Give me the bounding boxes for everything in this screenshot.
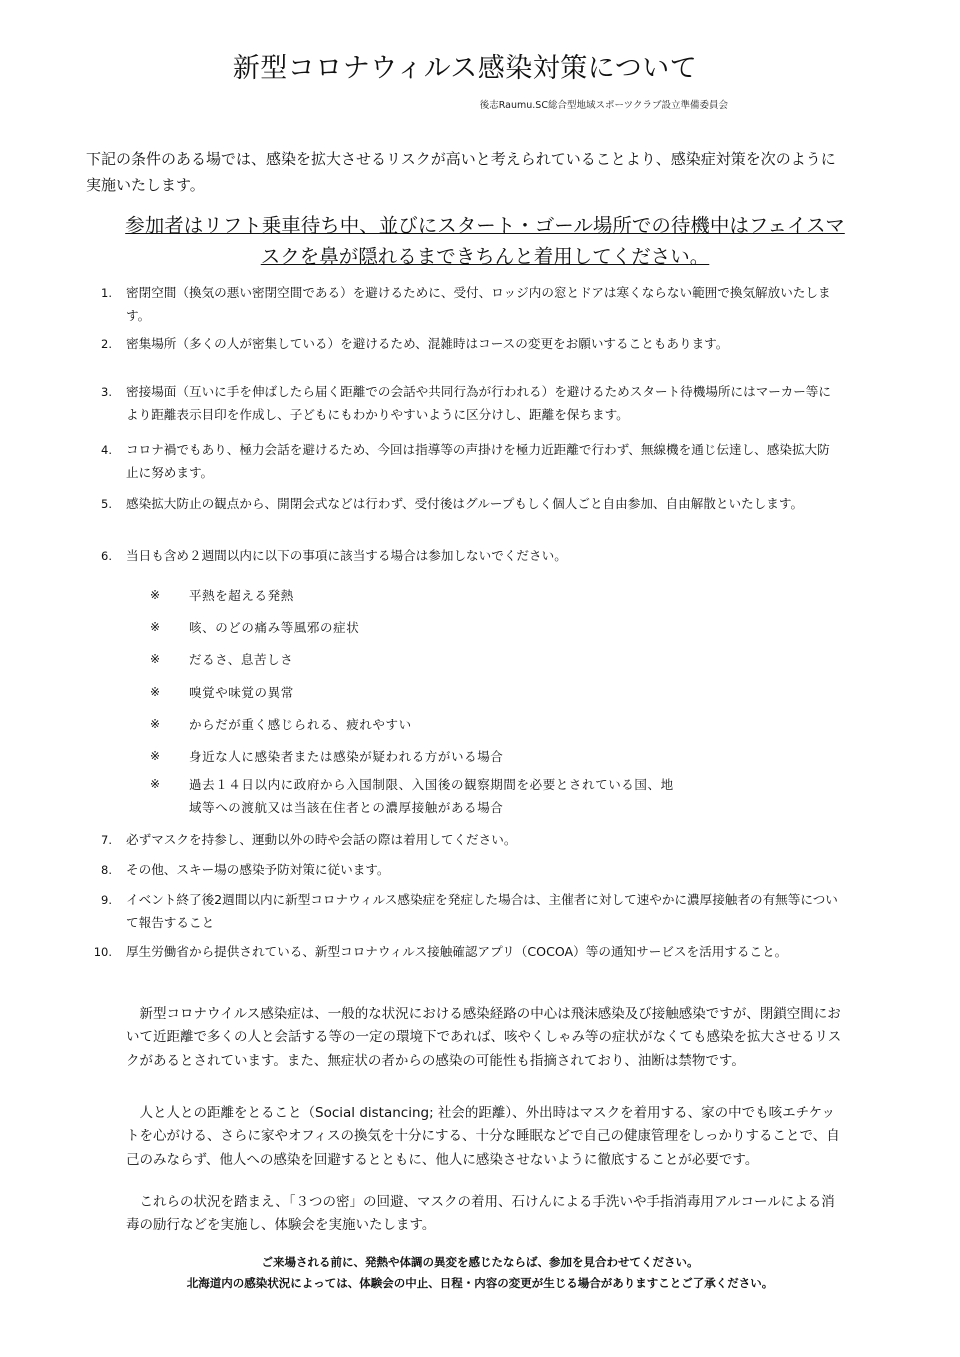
item-number: 9. — [101, 893, 112, 907]
symptom-text: 過去１４日以内に政府から入国制限、入国後の観察期間を必要とされている国、地域等への渡航又は当該在住者との濃厚接触がある場合 — [189, 777, 674, 815]
item-text: 密集場所（多くの人が密集している）を避けるため、混雑時はコースの変更をお願いすることもあります。 — [126, 336, 729, 351]
item-number: 6. — [101, 549, 112, 563]
note-mark: ※ — [150, 652, 161, 666]
symptom-text: 平熱を超える発熱 — [189, 588, 294, 603]
note-mark: ※ — [150, 777, 161, 791]
body-paragraph: 人と人との距離をとること（Social distancing; 社会的距離）、外出時はマスクを着用する、家の中でも咳エチケットを心がける、さらに家やオフィスの換気を十分にする、十分な睡眠などで自己の健康管理をしっかりすることで、自己のみならず、他人への感染を回避するとともに、他人に感染させないように徹底することが必要です。 — [126, 1105, 840, 1168]
footer-warning: ご来場される前に、発熱や体調の異変を感じたならば、参加を見合わせてください。 — [261, 1255, 699, 1269]
item-text: 必ずマスクを持参し、運動以外の時や会話の際は着用してください。 — [126, 832, 517, 847]
item-text: 密閉空間（換気の悪い密閉空間である）を避けるために、受付、ロッジ内の窓とドアは寒くならない範囲で換気解放いたします。 — [126, 285, 831, 323]
item-text: 当日も含め２週間以内に以下の事項に該当する場合は参加しないでください。 — [126, 548, 567, 563]
symptom-text: からだが重く感じられる、疲れやすい — [189, 717, 412, 732]
note-mark: ※ — [150, 620, 161, 634]
item-number: 10. — [93, 945, 112, 959]
note-mark: ※ — [150, 749, 161, 763]
item-text: コロナ禍でもあり、極力会話を避けるため、今回は指導等の声掛けを極力近距離で行わず、無線機を通じ伝達し、感染拡大防止に努めます。 — [126, 442, 830, 480]
note-mark: ※ — [150, 588, 161, 602]
item-text: その他、スキー場の感染予防対策に従います。 — [126, 862, 390, 877]
item-number: 4. — [101, 443, 112, 457]
document-title: 新型コロナウィルス感染対策について — [232, 53, 698, 84]
body-paragraph: これらの状況を踏まえ、「３つの密」の回避、マスクの着用、石けんによる手洗いや手指消毒用アルコールによる消毒の励行などを実施し、体験会を実施いたします。 — [126, 1194, 835, 1234]
note-mark: ※ — [150, 717, 161, 731]
item-number: 5. — [101, 497, 112, 511]
item-text: 密接場面（互いに手を伸ばしたら届く距離での会話や共同行為が行われる）を避けるためスタート待機場所にはマーカー等により距離表示目印を作成し、子どもにもわかりやすいように区分けし、距離を保ちます。 — [126, 384, 831, 422]
item-number: 3. — [101, 385, 112, 399]
footer-disclaimer: 北海道内の感染状況によっては、体験会の中止、日程・内容の変更が生じる場合がありますことご了承ください。 — [186, 1276, 774, 1290]
symptom-text: 嗅覚や味覚の異常 — [189, 685, 294, 700]
symptom-text: 身近な人に感染者または感染が疑われる方がいる場合 — [189, 749, 504, 764]
mask-notice: 参加者はリフト乗車待ち中、並びにスタート・ゴール場所での待機中はフェイスマスクを鼻が隠れるまできちんと着用してください。 — [125, 214, 845, 268]
symptom-text: だるさ、息苦しさ — [189, 652, 294, 667]
item-number: 2. — [101, 337, 112, 351]
item-number: 7. — [101, 833, 112, 847]
item-number: 1. — [101, 286, 112, 300]
note-mark: ※ — [150, 685, 161, 699]
symptom-text: 咳、のどの痛み等風邪の症状 — [189, 620, 360, 635]
item-text: 感染拡大防止の観点から、開閉会式などは行わず、受付後はグループもしく個人ごと自由参加、自由解散といたします。 — [126, 496, 804, 511]
organizer-name: 後志Raumu.SC総合型地域スポーツクラブ設立準備委員会 — [479, 100, 728, 111]
intro-text: 下記の条件のある場では、感染を拡大させるリスクが高いと考えられていることより、感染症対策を次のように実施いたします。 — [86, 150, 836, 194]
item-text: 厚生労働省から提供されている、新型コロナウィルス接触確認アプリ（COCOA）等の通知サービスを活用すること。 — [126, 944, 788, 959]
item-text: イベント終了後2週間以内に新型コロナウィルス感染症を発症した場合は、主催者に対して速やかに濃厚接触者の有無等について報告すること — [126, 892, 838, 930]
body-paragraph: 新型コロナウイルス感染症は、一般的な状況における感染経路の中心は飛沫感染及び接触感染ですが、閉鎖空間において近距離で多くの人と会話する等の一定の環境下であれば、咳やくしゃみ等の症状がなくても感染を拡大させるリスクがあるとされています。また、無症状の者からの感染の可能性も指摘されており、油断は禁物です。 — [126, 1006, 842, 1069]
item-number: 8. — [101, 863, 112, 877]
